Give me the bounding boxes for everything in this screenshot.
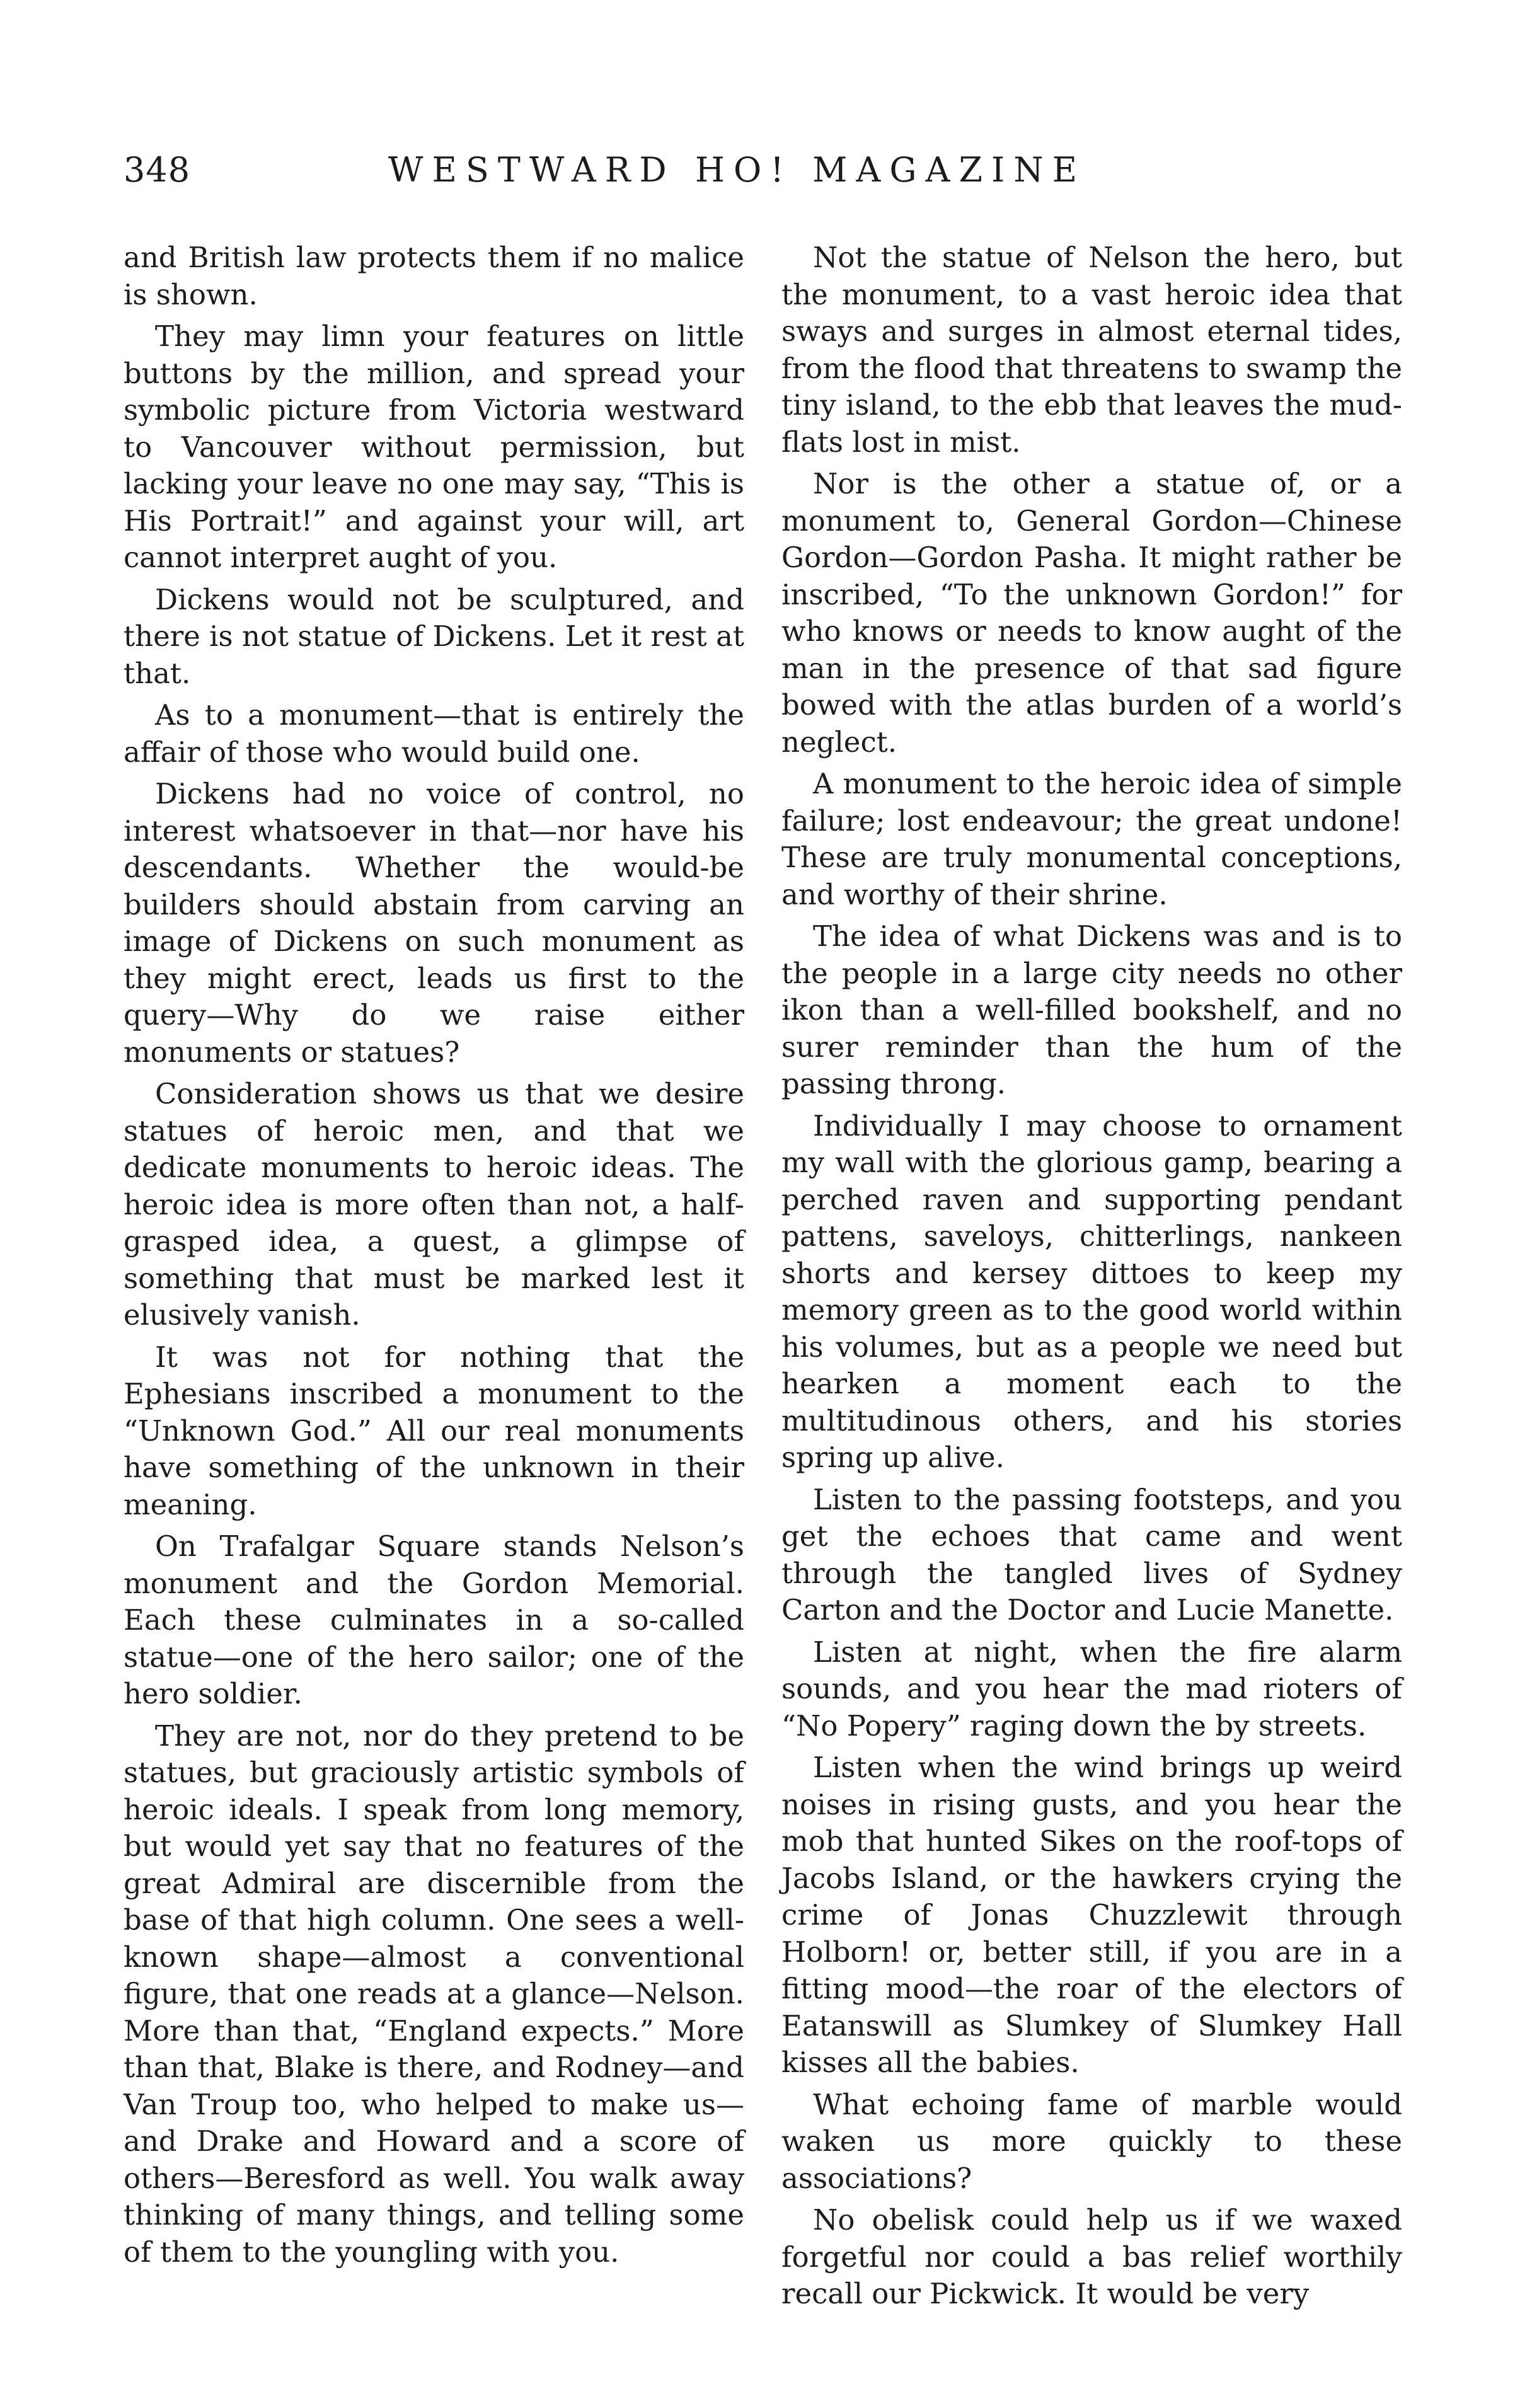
paragraph: They are not, nor do they pretend to be statues, but graciously artistic symbols of heroic ideals. I speak from long memory, but would yet say that no features of the great Admiral are discernible from the base of that high column. One sees a well-known shape—almost a conventional figure, that one reads at a glance—Nelson. More than that, “England expects.” More than that, Blake is there, and Rodney—and Van Troup too, who helped to make us—and Drake and Howard and a score of others—Beresford as well. You walk away thinking of many things, and telling some of them to the youngling with you. [124,1719,744,2269]
paragraph: Dickens would not be sculptured, and there is not statue of Dickens. Let it rest at that. [124,582,744,690]
right-column [781,239,1402,2318]
paragraph: Not the statue of Nelson the hero, but the monument, to a vast heroic idea that sways and surges in almost eternal tides, from the flood that threatens to swamp the tiny island, to the ebb that leaves the mud-flats lost in mist. [781,241,1402,459]
paragraph: It was not for nothing that the Ephesians inscribed a monument to the “Unknown God.” All our real monuments have something of the unknown in their meaning. [124,1340,744,1521]
paragraph: Listen to the passing footsteps, and you get the echoes that came and went through the tangled lives of Sydney Carton and the Doctor and Lucie Manette. [781,1482,1402,1627]
left-column [124,239,744,2276]
paragraph: No obelisk could help us if we waxed forgetful nor could a bas relief worthily recall our Pickwick. It would be very [781,2203,1402,2310]
paragraph: On Trafalgar Square stands Nelson’s monument and the Gordon Memorial. Each these culminates in a so-called statue—one of the hero sailor; one of the hero soldier. [124,1529,744,1710]
paragraph: The idea of what Dickens was and is to the people in a large city needs no other ikon than a well-filled bookshelf, and no surer reminder than the hum of the passing throng. [781,919,1402,1100]
paragraph: Nor is the other a statue of, or a monument to, General Gordon—Chinese Gordon—Gordon Pasha. It might rather be inscribed, “To the unknown Gordon!” for who knows or needs to know aught of the man in the presence of that sad figure bowed with the atlas burden of a world’s neglect. [781,467,1402,759]
page-number: 348 [124,150,191,190]
paragraph: As to a monument—that is entirely the affair of those who would build one. [124,698,744,769]
paragraph: Listen at night, when the fire alarm sounds, and you hear the mad rioters of “No Popery” raging down the by streets. [781,1635,1402,1743]
paragraph: and British law protects them if no malice is shown. [124,241,744,311]
paragraph: Dickens had no voice of control, no interest whatsoever in that—nor have his descendants. Whether the would-be builders should abstain from carving an image of Dickens on such monument as they might erect, leads us first to the query—Why do we raise either monuments or statues? [124,777,744,1069]
paragraph: They may limn your features on little buttons by the million, and spread your symbolic picture from Victoria westward to Vancouver without permission, but lacking your leave no one may say, “This is His Portrait!” and against your will, art cannot interpret aught of you. [124,320,744,574]
paragraph: Consideration shows us that we desire statues of heroic men, and that we dedicate monuments to heroic ideas. The heroic idea is more often than not, a half-grasped idea, a quest, a glimpse of something that must be marked lest it elusively vanish. [124,1077,744,1332]
paragraph: What echoing fame of marble would waken us more quickly to these associations? [781,2087,1402,2195]
running-head [124,150,1397,200]
paragraph: Listen when the wind brings up weird noises in rising gusts, and you hear the mob that hunted Sikes on the roof-tops of Jacobs Island, or the hawkers crying the crime of Jonas Chuzzlewit through Holborn! or, better still, if you are in a fitting mood—the roar of the electors of Eatanswill as Slumkey of Slumkey Hall kisses all the babies. [781,1751,1402,2079]
paragraph: A monument to the heroic idea of simple failure; lost endeavour; the great undone! These are truly monumental conceptions, and worthy of their shrine. [781,767,1402,911]
magazine-title: WESTWARD HO! MAGAZINE [388,150,1086,190]
paragraph: Individually I may choose to ornament my wall with the glorious gamp, bearing a perched raven and supporting pendant pattens, saveloys, chitterlings, nankeen shorts and kersey dittoes to keep my memory green as to the good world within his volumes, but as a people we need but hearken a moment each to the multitudinous others, and his stories spring up alive. [781,1109,1402,1474]
